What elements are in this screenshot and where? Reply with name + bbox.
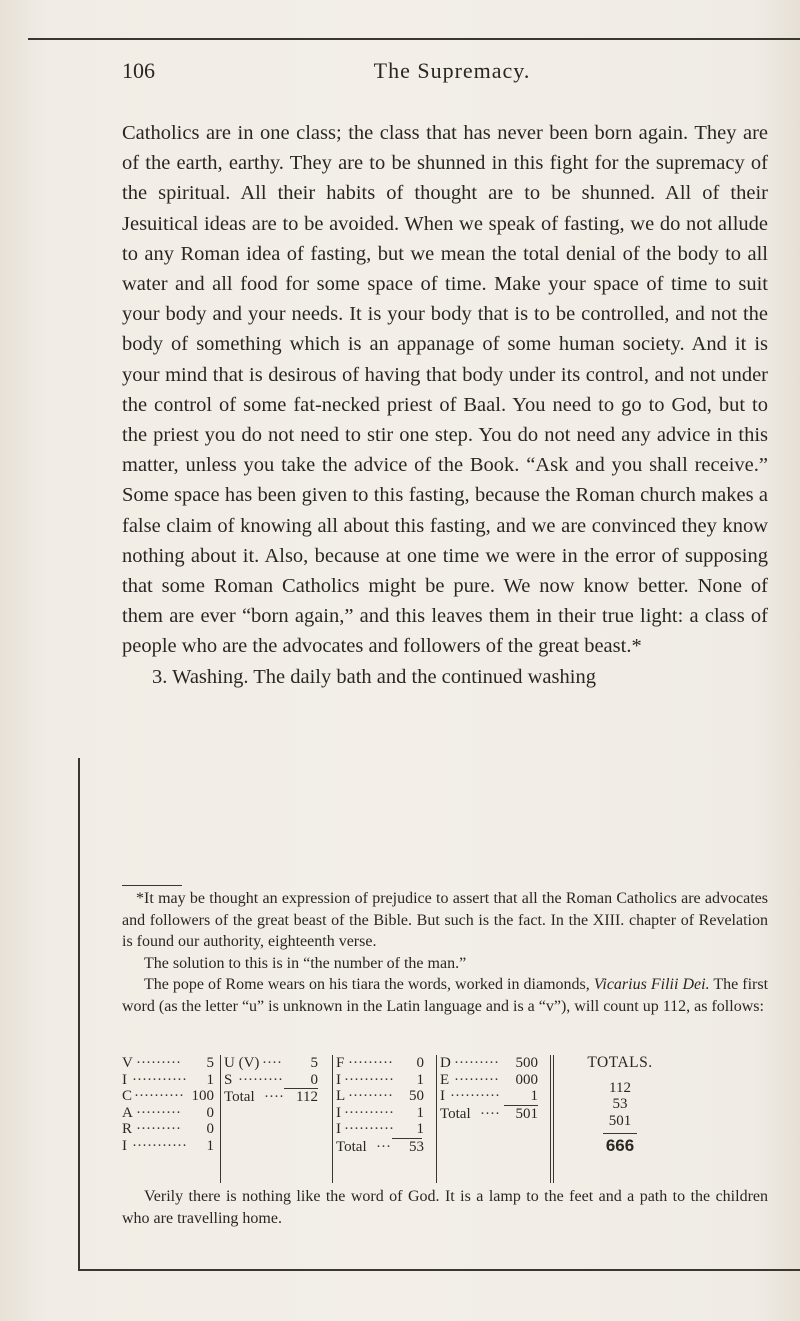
double-rule bbox=[550, 1055, 551, 1183]
tally-row: D ········· 500 bbox=[440, 1055, 538, 1071]
left-border-line bbox=[78, 758, 80, 1270]
tally-row: F ········· 0 bbox=[336, 1055, 424, 1071]
latin-title: Vicarius Filii Dei. bbox=[593, 976, 710, 993]
body-paragraph: 3. Washing. The daily bath and the continued washing bbox=[152, 665, 596, 688]
footnote-paragraph: The solution to this is in “the number of the man.” bbox=[144, 954, 467, 972]
tally-row: C ·········· 100 bbox=[122, 1088, 214, 1104]
totals-col bbox=[570, 1055, 670, 1156]
tally-row: I ··········· 1 bbox=[122, 1137, 214, 1154]
page-number: 106 bbox=[122, 58, 155, 83]
running-title: The Supremacy. bbox=[373, 58, 531, 83]
closing-text bbox=[122, 1186, 768, 1229]
body-paragraph: Catholics are in one class; the class that has never been born again. They are of the earth, earthy. They are to be shunned in this fight for the supremacy of the spiritual. All their habits of thought are to be shunned. All of their Jesuitical ideas are to be avoided. When we speak of fasting, we do not allude to any Roman idea of fasting, but we mean the total denial of the body to all water and all food for some space of time. Make your space of time to suit your body and your needs. It is your body that is to be controlled, and not the body of something which is an appanage of some human society. And it is your mind that is desirous of having that body under its control, and not under the control of some fat-necked priest of Baal. You need to go to God, but to the priest you do not need to stir one step. You do not need any advice in this matter, unless you take the advice of the Book. “Ask and you shall receive.” Some space has been given to this fasting, because the Roman church makes a false claim of knowing all about this fasting, and we are convinced they know nothing about it. Also, because at one time we were in the error of supposing that some Roman Catholics might be pure. We now know better. None of them are ever “born again,” and this leaves them in their true light: a class of people who are the advocates and followers of the great beast.* bbox=[122, 122, 768, 658]
tally-col-vicarius-cont bbox=[220, 1055, 324, 1183]
top-border-line bbox=[28, 38, 800, 40]
tally-row: R ········· 0 bbox=[122, 1121, 214, 1137]
footnote-text: The first word (as the letter “u” is unknown in the Latin language and is a “v”), will count up 112, as follows: bbox=[122, 976, 769, 1015]
footnote-paragraph: *It may be thought an expression of prejudice to assert that all the Roman Catholics are advocates and followers of the great beast of the Bible. But such is the fact. In the XIII. chapter of Revelation is found our authority, eighteenth verse. bbox=[122, 890, 768, 950]
closing-paragraph: Verily there is nothing like the word of God. It is a lamp to the feet and a path to the children who are travelling home. bbox=[122, 1188, 768, 1227]
tally-row: I ··········· 1 bbox=[122, 1071, 214, 1088]
page-header bbox=[122, 58, 782, 88]
body-text bbox=[122, 118, 768, 692]
tally-row: S ········· 0 bbox=[224, 1071, 318, 1088]
totals-value: 501 bbox=[608, 1112, 632, 1129]
totals-value: 53 bbox=[612, 1096, 628, 1112]
grand-total: 666 bbox=[605, 1136, 635, 1155]
tally-row: A ········· 0 bbox=[122, 1104, 214, 1121]
tally-col-dei bbox=[436, 1055, 544, 1183]
tally-row: I ·········· 1 bbox=[336, 1121, 424, 1137]
tally-row: V ········· 5 bbox=[122, 1055, 214, 1071]
tally-total-row: Total ··· 53 bbox=[336, 1138, 424, 1155]
number-tally bbox=[122, 1055, 768, 1185]
footnote-rule bbox=[122, 885, 182, 886]
totals-value: 112 bbox=[609, 1079, 631, 1096]
totals-heading: TOTALS. bbox=[587, 1054, 653, 1071]
tally-total-row: Total ···· 112 bbox=[224, 1089, 318, 1105]
tally-row: U (V) ···· 5 bbox=[224, 1055, 318, 1071]
footnote-paragraph bbox=[122, 974, 768, 1017]
tally-row: I ·········· 1 bbox=[440, 1088, 538, 1104]
double-rule bbox=[553, 1055, 554, 1183]
tally-row: I ·········· 1 bbox=[336, 1071, 424, 1088]
footnote bbox=[122, 888, 768, 1017]
tally-total-row: Total ···· 501 bbox=[440, 1105, 538, 1122]
tally-col-filii bbox=[332, 1055, 428, 1183]
footnote-text: The pope of Rome wears on his tiara the words, worked in diamonds, bbox=[144, 976, 594, 993]
tally-row: E ········· 000 bbox=[440, 1071, 538, 1088]
tally-col-vicarius bbox=[122, 1055, 218, 1154]
bottom-border-line bbox=[78, 1269, 800, 1271]
tally-row: I ·········· 1 bbox=[336, 1104, 424, 1121]
tally-row: L ········· 50 bbox=[336, 1088, 424, 1104]
